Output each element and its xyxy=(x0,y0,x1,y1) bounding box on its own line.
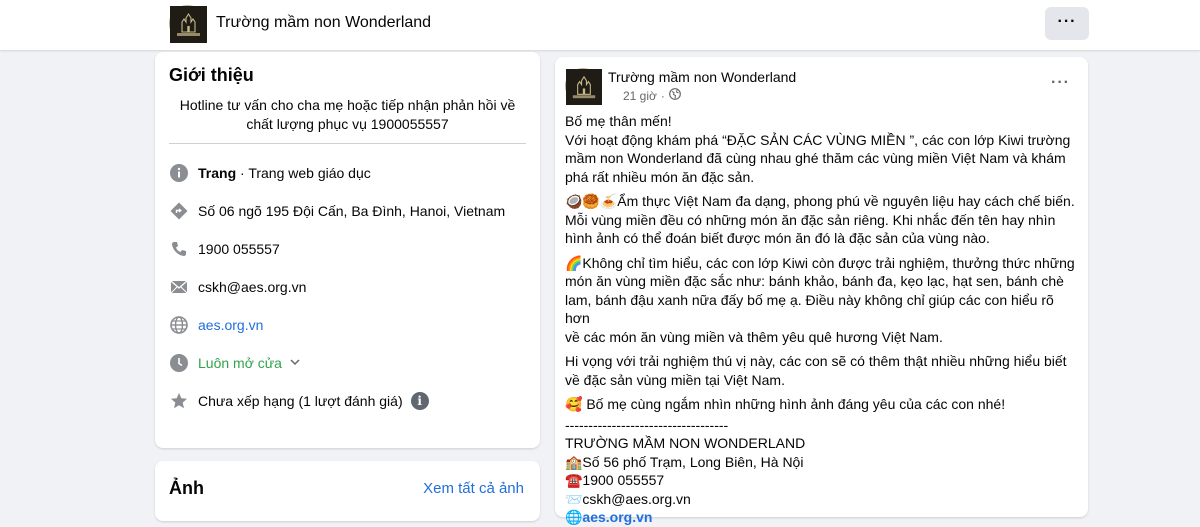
intro-hours[interactable]: Luôn mở cửa xyxy=(198,355,282,371)
rating-info-icon[interactable]: i xyxy=(411,392,429,410)
post-author-name[interactable]: Trường mầm non Wonderland xyxy=(608,69,797,85)
intro-rating-row xyxy=(169,390,429,412)
post-line: về các món ăn vùng miền và thêm yêu quê hương Việt Nam. xyxy=(565,328,943,345)
post-paragraph xyxy=(565,112,1077,186)
post-paragraph xyxy=(565,192,1077,248)
post-line: Với hoạt động khám phá “ĐẶC SẢN CÁC VÙNG MIỀN ”, các con lớp Kiwi trường xyxy=(565,131,1071,148)
post-line: Mỗi vùng miền đều có những món ăn đặc sản riêng. Khi nhắc đến tên hay nhìn xyxy=(565,211,1056,228)
info-icon xyxy=(169,163,189,183)
globe-icon xyxy=(169,315,189,335)
email-icon xyxy=(169,277,189,297)
post-line: Bố mẹ thân mến! xyxy=(565,113,672,129)
intro-website-link[interactable]: aes.org.vn xyxy=(198,317,264,333)
photos-card xyxy=(155,461,540,521)
castle-logo-icon xyxy=(170,6,207,43)
intro-bio-line: chất lượng phục vụ 1900055557 xyxy=(246,116,449,132)
category-label: Trang xyxy=(198,165,237,181)
post-line: lam, bánh đậu xanh nữa đấy bố mẹ ạ. Điều này không chỉ giúp các con hiểu rõ hơn xyxy=(565,291,1054,326)
chevron-down-icon[interactable] xyxy=(290,358,300,369)
intro-address-row xyxy=(169,200,505,222)
post-line: 🥥🥮🍝Ẩm thực Việt Nam đa dạng, phong phú về nguyên liệu hay cách chế biến. xyxy=(565,193,1075,209)
intro-hours-row[interactable] xyxy=(169,352,300,374)
intro-website-row xyxy=(169,314,263,336)
intro-divider xyxy=(169,143,526,144)
intro-bio-line: Hotline tư vấn cho cha mẹ hoặc tiếp nhận phản hồi về xyxy=(179,97,516,113)
post-line: về đặc sản vùng miền tại Việt Nam. xyxy=(565,371,785,388)
post-timestamp[interactable]: 21 giờ xyxy=(623,88,657,103)
post-paragraph xyxy=(565,352,1077,389)
intro-heading: Giới thiệu xyxy=(169,65,254,85)
intro-rating: Chưa xếp hạng (1 lượt đánh giá) xyxy=(198,393,403,409)
post-line: món ăn vùng miền đặc sắc như: bánh khảo, bánh đa, kẹo lạc, hạt sen, bánh chè xyxy=(565,273,1064,289)
post-line: mầm non Wonderland đã cùng nhau ghé thăm các vùng miền Việt Nam và khám xyxy=(565,150,1066,166)
intro-phone[interactable]: 1900 055557 xyxy=(198,241,280,257)
page-name[interactable]: Trường mầm non Wonderland xyxy=(216,14,432,31)
intro-bio xyxy=(169,96,526,134)
intro-email[interactable]: cskh@aes.org.vn xyxy=(198,279,307,295)
post-paragraph xyxy=(565,254,1077,347)
clock-icon xyxy=(169,353,189,373)
page-logo-avatar[interactable] xyxy=(169,5,206,42)
intro-category-row xyxy=(169,162,371,184)
signature-divider: ----------------------------------- xyxy=(565,416,729,433)
signature-phone: ☎️1900 055557 xyxy=(565,472,665,488)
see-all-photos-link[interactable]: Xem tất cả ảnh xyxy=(423,480,524,497)
post-more-options-button[interactable]: ··· xyxy=(1051,74,1070,91)
signature-website-link[interactable]: 🌐aes.org.vn xyxy=(565,509,653,525)
post-signature xyxy=(565,416,1077,527)
directions-icon xyxy=(169,201,189,221)
photos-heading: Ảnh xyxy=(169,478,204,498)
intro-phone-row xyxy=(169,238,280,260)
category-value: · Trang web giáo dục xyxy=(236,165,371,181)
more-options-button[interactable]: ··· xyxy=(1045,7,1089,40)
post-body xyxy=(565,112,1077,527)
star-icon xyxy=(169,391,189,411)
intro-card xyxy=(155,52,540,448)
intro-category xyxy=(198,165,371,181)
post-author-avatar[interactable] xyxy=(565,68,601,104)
post-line: 🌈Không chỉ tìm hiểu, các con lớp Kiwi còn được trải nghiệm, thưởng thức những xyxy=(565,254,1075,271)
public-globe-icon[interactable] xyxy=(669,88,681,103)
post-line: Hi vọng với trải nghiệm thú vị này, các con sẽ có thêm thật nhiều những hiểu biết xyxy=(565,353,1067,369)
post-line: hình ảnh có thể đoán biết được món ăn đó là đặc sản của vùng nào. xyxy=(565,230,990,246)
post-meta xyxy=(623,88,681,103)
post-card xyxy=(555,57,1088,525)
signature-email: 📨cskh@aes.org.vn xyxy=(565,490,691,507)
signature-address: 🏫Số 56 phố Trạm, Long Biên, Hà Nội xyxy=(565,453,804,470)
post-paragraph xyxy=(565,395,1077,414)
meta-separator: · xyxy=(660,88,665,103)
post-line: phá rất nhiều món ăn đặc sản. xyxy=(565,168,755,185)
post-line: 🥰 Bố mẹ cùng ngắm nhìn những hình ảnh đáng yêu của các con nhé! xyxy=(565,396,1006,412)
page-header xyxy=(0,0,1200,50)
castle-logo-icon xyxy=(566,69,602,105)
intro-address: Số 06 ngõ 195 Đội Cấn, Ba Đình, Hanoi, Vietnam xyxy=(198,203,506,219)
intro-email-row xyxy=(169,276,306,298)
signature-name: TRƯỜNG MẦM NON WONDERLAND xyxy=(565,435,806,451)
phone-icon xyxy=(169,239,189,259)
